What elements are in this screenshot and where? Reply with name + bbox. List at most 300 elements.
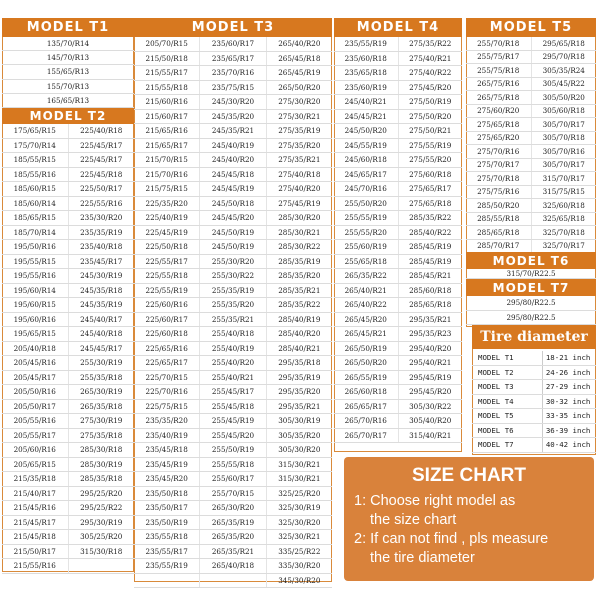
tire-size-cell: 295/65/R18: [542, 38, 585, 48]
table-row: [334, 66, 462, 81]
tire-size-cell: 275/50/R21: [409, 126, 452, 136]
table-row: [134, 429, 332, 444]
tire-size-cell: 225/65/R17: [134, 356, 200, 370]
table-row: [134, 197, 332, 212]
tire-size-cell: 285/50/R20: [466, 199, 532, 212]
table-row: [466, 240, 596, 254]
tire-size-cell: 265/35/R18: [80, 401, 123, 411]
table-row: [466, 213, 596, 227]
tire-size-cell: 255/45/R17: [200, 385, 266, 399]
table-row: [334, 182, 462, 197]
tire-size-cell: 255/55/R19: [334, 211, 399, 225]
table-row: [2, 458, 134, 473]
tire-size-cell: 135/70/R14: [46, 39, 90, 49]
table-row: [466, 64, 596, 78]
tire-size-cell: 245/35/R20: [200, 110, 266, 124]
tire-size-cell: 235/60/R17: [200, 37, 266, 51]
table-row: [2, 400, 134, 415]
tire-size-cell: 195/65/R15: [2, 327, 69, 341]
tire-size-cell: 255/75/R18: [466, 64, 532, 77]
table-row: [134, 516, 332, 531]
table-row: [2, 94, 134, 108]
tire-size-cell: 245/35/R21: [200, 124, 266, 138]
table-row: [134, 545, 332, 560]
tire-size-cell: 215/35/R18: [2, 472, 69, 486]
table-row: [334, 168, 462, 183]
tire-size-cell: 305/70/R16: [542, 146, 585, 156]
tire-size-cell: 295/40/R20: [409, 343, 452, 353]
tire-size-cell: 265/50/R19: [334, 342, 399, 356]
tire-size-cell: 225/65/R16: [134, 342, 200, 356]
table-row: [2, 139, 134, 154]
model-t5-table: [466, 37, 596, 253]
tire-size-cell: 205/50/R17: [2, 400, 69, 414]
tire-size-cell: 295/35/R21: [278, 401, 321, 411]
tire-size-cell: 305/40/R20: [409, 416, 452, 426]
diameter-range: 33-35 inch: [542, 409, 596, 423]
table-row: [334, 255, 462, 270]
tire-size-cell: 325/30/R19: [278, 503, 321, 513]
tire-size-cell: 215/45/R16: [2, 501, 69, 515]
table-row: [466, 199, 596, 213]
tire-size-cell: 325/25/R20: [278, 488, 321, 498]
tire-size-cell: 225/55/R18: [134, 269, 200, 283]
tire-diameter-table: [472, 351, 596, 453]
tire-size-cell: 235/75/R15: [200, 81, 266, 95]
tire-size-cell: 305/30/R20: [278, 445, 321, 455]
tire-size-cell: 285/40/R22: [409, 227, 452, 237]
tire-size-cell: 315/30/R21: [278, 474, 321, 484]
tire-size-cell: 275/50/R19: [409, 97, 452, 107]
tire-size-cell: 265/60/R18: [334, 385, 399, 399]
tire-size-cell: 245/70/R16: [334, 182, 399, 196]
tire-size-cell: 255/55/R18: [200, 458, 266, 472]
tire-size-cell: [69, 559, 135, 573]
table-row: [134, 530, 332, 545]
tire-size-cell: 235/55/R19: [334, 37, 399, 51]
tire-size-cell: 275/40/R20: [278, 184, 321, 194]
tire-size-cell: 285/65/R18: [409, 300, 452, 310]
table-row: [334, 153, 462, 168]
tire-size-cell: 205/60/R16: [2, 443, 69, 457]
tire-size-cell: 295/80/R22.5: [506, 298, 556, 308]
tire-size-cell: 305/35/R20: [278, 430, 321, 440]
tire-size-cell: 265/70/R17: [334, 429, 399, 443]
tire-size-cell: 235/35/R19: [80, 227, 123, 237]
tire-size-cell: 215/75/R15: [134, 182, 200, 196]
tire-size-cell: 325/70/R17: [542, 241, 585, 251]
tire-size-cell: 285/35/R18: [80, 474, 123, 484]
tire-size-cell: 235/55/R19: [134, 559, 200, 573]
tire-size-cell: 245/50/R18: [200, 197, 266, 211]
table-row: [134, 139, 332, 154]
tire-size-cell: 295/35/R21: [409, 314, 452, 324]
tire-size-cell: 225/45/R17: [80, 155, 123, 165]
tire-size-cell: 305/50/R20: [542, 92, 585, 102]
table-row: [134, 168, 332, 183]
tire-size-cell: 275/45/R20: [409, 82, 452, 92]
tire-size-cell: 235/50/R17: [134, 501, 200, 515]
model-t2-table: [2, 124, 134, 574]
tire-size-cell: 235/45/R17: [80, 256, 123, 266]
tire-size-cell: 255/35/R20: [200, 298, 266, 312]
tire-size-cell: 165/65/R13: [46, 95, 90, 105]
tire-size-cell: 265/35/R20: [200, 530, 266, 544]
tire-size-cell: 205/70/R15: [134, 37, 200, 51]
tire-size-cell: 295/40/R21: [409, 358, 452, 368]
tire-size-cell: 265/75/R18: [466, 91, 532, 104]
model-name: MODEL T1: [478, 353, 514, 363]
tire-size-cell: 275/45/R19: [278, 198, 321, 208]
tire-size-cell: 225/70/R16: [134, 385, 200, 399]
table-row: [134, 385, 332, 400]
table-row: [134, 52, 332, 67]
table-row: [466, 91, 596, 105]
table-row: [2, 443, 134, 458]
tire-size-cell: 235/35/R20: [134, 414, 200, 428]
tire-size-cell: 185/55/R15: [2, 153, 69, 167]
tire-size-cell: 305/60/R18: [542, 106, 585, 116]
tire-size-cell: 245/45/R18: [200, 168, 266, 182]
tire-size-cell: 225/50/R17: [80, 184, 123, 194]
model-name: MODEL T2: [478, 367, 514, 377]
table-row: [466, 226, 596, 240]
tire-size-cell: 255/45/R19: [200, 414, 266, 428]
table-row: [2, 240, 134, 255]
tire-size-cell: 275/40/R22: [409, 68, 452, 78]
table-row: [466, 78, 596, 92]
tire-size-cell: 295/35/R18: [278, 358, 321, 368]
tire-size-cell: 265/40/R18: [200, 559, 266, 573]
tire-size-cell: 285/55/R18: [466, 213, 532, 226]
table-row: [334, 226, 462, 241]
table-row: [472, 380, 596, 395]
tire-size-cell: 285/40/R19: [278, 314, 321, 324]
tire-size-cell: 255/30/R22: [200, 269, 266, 283]
tire-size-cell: 265/50/R20: [278, 82, 321, 92]
tire-size-cell: 275/65/R18: [409, 198, 452, 208]
tire-size-cell: 235/60/R18: [334, 52, 399, 66]
size-chart-step2: 2: If can not find , pls measure: [354, 531, 549, 547]
table-row: [2, 429, 134, 444]
model-t4-header: MODEL T4: [334, 18, 462, 37]
tire-size-cell: 225/75/R15: [134, 400, 200, 414]
tire-size-cell: 215/60/R16: [134, 95, 200, 109]
tire-size-cell: 245/55/R19: [334, 139, 399, 153]
tire-size-cell: 285/60/R18: [409, 285, 452, 295]
tire-size-cell: 245/35/R19: [80, 300, 123, 310]
tire-size-cell: 215/40/R17: [2, 487, 69, 501]
table-row: [134, 182, 332, 197]
tire-size-cell: 255/30/R20: [200, 255, 266, 269]
tire-size-cell: 205/55/R17: [2, 429, 69, 443]
tire-size-cell: 245/45/R21: [334, 110, 399, 124]
tire-size-cell: 225/55/R17: [134, 255, 200, 269]
tire-size-cell: 325/60/R18: [542, 200, 585, 210]
tire-size-cell: 155/65/R13: [46, 67, 90, 77]
tire-size-cell: 265/45/R21: [334, 327, 399, 341]
table-row: [334, 37, 462, 52]
table-row: [2, 65, 134, 79]
table-row: [134, 327, 332, 342]
table-row: [134, 284, 332, 299]
table-row: [134, 211, 332, 226]
tire-size-cell: 255/65/R18: [334, 255, 399, 269]
tire-size-cell: 235/55/R17: [134, 545, 200, 559]
table-row: [2, 211, 134, 226]
tire-size-cell: 305/70/R17: [542, 160, 585, 170]
tire-size-cell: 335/25/R22: [278, 546, 321, 556]
model-name: MODEL T3: [478, 382, 514, 392]
diameter-range: 30-32 inch: [542, 395, 596, 409]
tire-size-cell: 275/35/R18: [80, 430, 123, 440]
tire-size-cell: 255/55/R20: [334, 226, 399, 240]
tire-size-cell: 245/40/R17: [80, 314, 123, 324]
tire-size-cell: 285/40/R20: [278, 329, 321, 339]
tire-size-cell: 275/35/R19: [278, 126, 321, 136]
tire-size-cell: 225/55/R16: [80, 198, 123, 208]
tire-size-cell: 265/45/R19: [278, 68, 321, 78]
tire-size-cell: 245/40/R20: [200, 153, 266, 167]
table-row: [466, 51, 596, 65]
model-name: MODEL T7: [478, 440, 514, 450]
tire-size-cell: 235/65/R18: [334, 66, 399, 80]
table-row: [334, 400, 462, 415]
table-row: [466, 145, 596, 159]
tire-size-cell: 285/40/R21: [278, 343, 321, 353]
table-row: [2, 51, 134, 65]
tire-size-cell: 265/70/R16: [334, 414, 399, 428]
table-row: [2, 371, 134, 386]
model-t1-header: MODEL T1: [2, 18, 134, 37]
tire-size-cell: 215/65/R16: [134, 124, 200, 138]
table-row: [334, 95, 462, 110]
table-row: [2, 124, 134, 139]
tire-size-cell: 265/50/R20: [334, 356, 399, 370]
tire-size-cell: 235/70/R16: [200, 66, 266, 80]
table-row: [134, 458, 332, 473]
tire-size-cell: 315/75/R15: [542, 187, 585, 197]
tire-size-cell: 255/35/R19: [200, 284, 266, 298]
table-row: [134, 255, 332, 270]
tire-size-cell: 285/35/R21: [278, 285, 321, 295]
tire-size-cell: 305/35/R24: [542, 65, 585, 75]
tire-size-cell: 215/45/R17: [2, 516, 69, 530]
tire-size-cell: 315/30/R18: [80, 546, 123, 556]
table-row: [2, 37, 134, 51]
table-row: [134, 313, 332, 328]
table-row: [334, 124, 462, 139]
diameter-range: 18-21 inch: [542, 351, 596, 365]
tire-size-cell: 215/70/R15: [134, 153, 200, 167]
tire-size-cell: 195/60/R16: [2, 313, 69, 327]
tire-size-cell: 305/25/R20: [80, 532, 123, 542]
tire-size-cell: 265/35/R22: [334, 269, 399, 283]
table-row: [134, 472, 332, 487]
tire-size-cell: 265/30/R19: [80, 387, 123, 397]
tire-size-cell: 205/55/R16: [2, 414, 69, 428]
tire-size-cell: 205/45/R16: [2, 356, 69, 370]
table-row: [134, 356, 332, 371]
model-t4-table: [334, 37, 462, 443]
table-row: [134, 400, 332, 415]
tire-size-cell: 295/45/R19: [409, 372, 452, 382]
tire-size-cell: 315/40/R21: [409, 430, 452, 440]
model-t1-list: [2, 37, 134, 108]
tire-diameter-header: Tire diameter: [472, 325, 596, 349]
model-t2-header: MODEL T2: [2, 108, 134, 124]
table-row: [334, 385, 462, 400]
table-row: [134, 95, 332, 110]
tire-size-cell: 205/40/R18: [2, 342, 69, 356]
table-row: [472, 366, 596, 381]
tire-size-cell: 255/45/R18: [200, 400, 266, 414]
tire-size-cell: 235/65/R17: [200, 52, 266, 66]
tire-size-cell: 225/60/R18: [134, 327, 200, 341]
table-row: [466, 37, 596, 51]
tire-size-cell: 285/45/R19: [409, 256, 452, 266]
table-row: [134, 414, 332, 429]
tire-size-cell: 225/60/R16: [134, 298, 200, 312]
table-row: [472, 395, 596, 410]
table-row: [134, 342, 332, 357]
tire-size-cell: [200, 574, 266, 588]
table-row: [134, 226, 332, 241]
tire-size-cell: 235/40/R18: [80, 242, 123, 252]
tire-size-cell: 245/65/R17: [334, 168, 399, 182]
tire-size-cell: 215/70/R16: [134, 168, 200, 182]
tire-size-cell: 265/45/R20: [334, 313, 399, 327]
tire-size-cell: 275/60/R20: [466, 105, 532, 118]
table-row: [466, 296, 596, 311]
tire-size-cell: 255/75/R17: [466, 51, 532, 64]
tire-size-cell: 255/45/R20: [200, 429, 266, 443]
table-row: [334, 327, 462, 342]
tire-size-cell: 245/40/R18: [80, 329, 123, 339]
tire-size-cell: 245/30/R19: [80, 271, 123, 281]
tire-size-cell: 285/45/R19: [409, 242, 452, 252]
tire-size-cell: 185/55/R16: [2, 168, 69, 182]
table-row: [134, 574, 332, 589]
tire-size-cell: 155/70/R13: [46, 81, 90, 91]
tire-size-cell: 285/30/R19: [80, 459, 123, 469]
tire-size-cell: 275/55/R20: [409, 155, 452, 165]
size-chart-title: SIZE CHART: [412, 465, 526, 486]
model-t7-header: MODEL T7: [466, 279, 596, 296]
table-row: [472, 351, 596, 366]
tire-size-cell: 225/35/R20: [134, 197, 200, 211]
tire-size-cell: 235/45/R18: [134, 443, 200, 457]
diameter-range: 36-39 inch: [542, 424, 596, 438]
tire-size-cell: 255/60/R17: [200, 472, 266, 486]
tire-size-cell: 285/65/R18: [466, 226, 532, 239]
table-row: [2, 298, 134, 313]
table-row: [2, 168, 134, 183]
table-row: [334, 240, 462, 255]
table-row: [2, 255, 134, 270]
table-row: [466, 186, 596, 200]
tire-size-cell: 255/70/R15: [200, 487, 266, 501]
table-row: [472, 409, 596, 424]
table-row: [2, 182, 134, 197]
tire-size-cell: 215/45/R18: [2, 530, 69, 544]
table-row: [2, 414, 134, 429]
table-row: [334, 139, 462, 154]
tire-size-cell: 295/25/R22: [80, 503, 123, 513]
table-row: [334, 429, 462, 444]
tire-size-cell: 225/55/R19: [134, 284, 200, 298]
tire-size-cell: 185/60/R14: [2, 197, 69, 211]
tire-size-cell: 275/30/R19: [80, 416, 123, 426]
table-row: [2, 356, 134, 371]
tire-size-cell: 265/35/R19: [200, 516, 266, 530]
table-row: [2, 385, 134, 400]
tire-size-cell: 275/30/R21: [278, 111, 321, 121]
table-row: [334, 284, 462, 299]
table-row: [472, 438, 596, 453]
tire-size-cell: 275/70/R17: [466, 159, 532, 172]
tire-size-cell: 245/50/R19: [200, 240, 266, 254]
table-row: [334, 298, 462, 313]
tire-size-cell: 245/60/R18: [334, 153, 399, 167]
tire-size-cell: 245/50/R20: [334, 124, 399, 138]
tire-size-cell: 215/60/R17: [134, 110, 200, 124]
table-row: [134, 66, 332, 81]
tire-size-cell: 235/50/R18: [134, 487, 200, 501]
tire-size-cell: 285/35/R19: [278, 256, 321, 266]
table-row: [466, 118, 596, 132]
table-row: [134, 81, 332, 96]
tire-size-cell: 225/40/R19: [134, 211, 200, 225]
table-row: [466, 311, 596, 326]
table-row: [466, 269, 596, 279]
tire-size-cell: 205/45/R17: [2, 371, 69, 385]
tire-size-cell: 275/75/R16: [466, 186, 532, 199]
tire-size-cell: 325/30/R21: [278, 532, 321, 542]
tire-size-cell: 285/35/R20: [278, 271, 321, 281]
tire-size-cell: 245/45/R19: [200, 182, 266, 196]
table-row: [134, 559, 332, 574]
tire-size-cell: 225/45/R17: [80, 140, 123, 150]
tire-size-cell: 315/30/R21: [278, 459, 321, 469]
table-row: [2, 80, 134, 94]
tire-size-cell: 245/45/R17: [80, 343, 123, 353]
tire-size-cell: 195/50/R16: [2, 240, 69, 254]
tire-size-cell: 285/70/R17: [466, 240, 532, 253]
tire-size-cell: 255/50/R19: [200, 443, 266, 457]
tire-size-cell: 215/55/R16: [2, 559, 69, 573]
table-row: [2, 153, 134, 168]
tire-size-cell: 185/60/R15: [2, 182, 69, 196]
tire-size-cell: 245/40/R19: [200, 139, 266, 153]
tire-size-cell: 295/30/R19: [80, 517, 123, 527]
tire-size-cell: 145/70/R13: [46, 53, 90, 63]
table-row: [2, 472, 134, 487]
tire-size-cell: 285/30/R21: [278, 227, 321, 237]
tire-size-cell: 195/60/R15: [2, 298, 69, 312]
table-row: [2, 269, 134, 284]
tire-size-cell: 245/40/R21: [334, 95, 399, 109]
table-row: [2, 501, 134, 516]
tire-size-cell: 265/45/R18: [278, 53, 321, 63]
tire-size-cell: 235/45/R20: [134, 472, 200, 486]
tire-size-cell: 255/40/R19: [200, 342, 266, 356]
model-name: MODEL T5: [478, 411, 514, 421]
table-row: [334, 211, 462, 226]
tire-size-cell: 175/70/R14: [2, 139, 69, 153]
tire-size-cell: 275/70/R18: [466, 172, 532, 185]
tire-size-cell: 265/40/R21: [334, 284, 399, 298]
